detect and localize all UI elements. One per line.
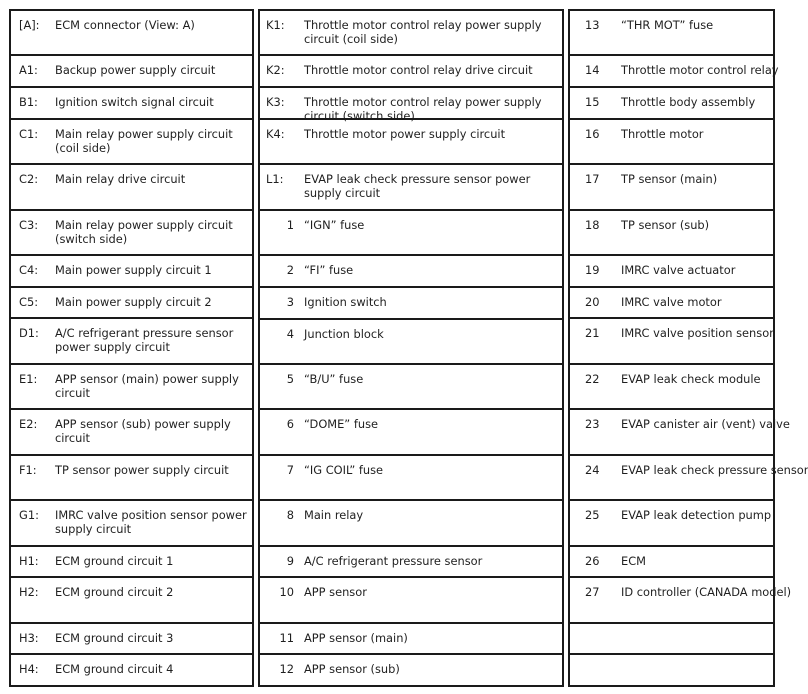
legend-row — [568, 653, 775, 687]
legend-code: H4: — [19, 662, 39, 677]
legend-row — [568, 317, 775, 364]
wiring-legend-table — [9, 9, 808, 685]
legend-row — [258, 408, 564, 455]
legend-code: C1: — [19, 126, 39, 141]
legend-row — [568, 622, 775, 656]
legend-column-circuits — [9, 9, 254, 685]
legend-code: 1 — [286, 217, 294, 232]
legend-description: ID controller (CANADA model) — [621, 585, 792, 600]
legend-code: 18 — [585, 217, 600, 232]
legend-description: Throttle motor power supply circuit — [304, 127, 506, 142]
legend-description: “FI” fuse — [304, 263, 354, 278]
legend-description: ECM ground circuit 2 — [55, 585, 174, 600]
legend-description: A/C refrigerant pressure sensor power supply circuit — [55, 326, 234, 355]
legend-row — [258, 454, 564, 501]
legend-row — [9, 363, 254, 410]
legend-description: Junction block — [304, 326, 384, 341]
legend-code: 24 — [585, 462, 600, 477]
legend-row — [258, 622, 564, 656]
legend-row — [568, 254, 775, 288]
legend-code: K4: — [266, 127, 285, 142]
legend-row — [568, 86, 775, 120]
legend-code: 10 — [279, 585, 294, 600]
legend-description: TP sensor (main) — [621, 172, 718, 187]
legend-description: EVAP leak check pressure sensor — [621, 462, 808, 477]
legend-row — [568, 408, 790, 455]
legend-row — [258, 118, 564, 165]
legend-code: 2 — [286, 263, 294, 278]
legend-code: C4: — [19, 263, 39, 278]
legend-row — [9, 408, 254, 455]
legend-row — [568, 363, 775, 410]
legend-code: E1: — [19, 371, 38, 386]
legend-row — [9, 653, 254, 687]
legend-code: K1: — [266, 18, 285, 32]
legend-code: 23 — [585, 417, 600, 432]
legend-description: IMRC valve motor — [621, 294, 722, 309]
legend-row — [258, 499, 564, 546]
legend-description: Throttle body assembly — [621, 95, 756, 110]
legend-description: EVAP leak check pressure sensor power supply circuit — [304, 172, 531, 201]
legend-row — [9, 317, 254, 364]
legend-row — [9, 163, 254, 210]
legend-description: Throttle motor control relay drive circuit — [304, 63, 533, 78]
legend-description: IMRC valve position sensor — [621, 326, 774, 341]
legend-code: E2: — [19, 417, 38, 432]
legend-description: Ignition switch signal circuit — [55, 95, 214, 110]
legend-description: Throttle motor control relay — [621, 63, 779, 78]
legend-description: ECM ground circuit 3 — [55, 630, 174, 645]
legend-code: 27 — [585, 585, 600, 600]
legend-code: 4 — [286, 326, 294, 341]
legend-code: A1: — [19, 63, 38, 78]
legend-row — [568, 576, 792, 623]
legend-code: G1: — [19, 508, 39, 523]
legend-row — [258, 163, 564, 210]
legend-code: B1: — [19, 95, 38, 110]
legend-row — [9, 86, 254, 120]
legend-row — [258, 286, 564, 320]
legend-code: F1: — [19, 462, 37, 477]
legend-description: Ignition switch — [304, 294, 387, 309]
legend-row — [568, 209, 775, 256]
legend-description: APP sensor (sub) power supply circuit — [55, 417, 231, 446]
legend-row — [258, 576, 564, 623]
legend-row — [258, 363, 564, 410]
legend-code: 16 — [585, 126, 600, 141]
legend-description: APP sensor (main) power supply circuit — [55, 371, 239, 400]
legend-row — [9, 54, 254, 88]
legend-code: 12 — [279, 662, 294, 677]
legend-code: 21 — [585, 326, 600, 341]
legend-row — [9, 545, 254, 579]
legend-row — [568, 9, 775, 56]
legend-row — [258, 545, 564, 579]
legend-code: 25 — [585, 508, 600, 523]
legend-description: Throttle motor control relay power supply circuit (switch side) — [304, 95, 542, 124]
legend-description: Main relay drive circuit — [55, 172, 186, 187]
legend-code: 14 — [585, 63, 600, 78]
legend-code: 8 — [286, 508, 294, 523]
legend-row — [568, 454, 808, 501]
legend-description: A/C refrigerant pressure sensor — [304, 553, 483, 568]
legend-code: 7 — [286, 462, 294, 477]
legend-code: 5 — [286, 372, 294, 387]
legend-description: “B/U” fuse — [304, 372, 364, 387]
legend-description: “IGN” fuse — [304, 217, 365, 232]
legend-row — [258, 86, 564, 124]
legend-code: 15 — [585, 95, 600, 110]
legend-description: APP sensor (main) — [304, 630, 408, 645]
legend-description: “IG COIL” fuse — [304, 462, 384, 477]
legend-code: 9 — [286, 553, 294, 568]
legend-column-relay-circuits-and-parts — [258, 9, 564, 685]
legend-row — [568, 54, 779, 88]
legend-description: EVAP canister air (vent) valve — [621, 417, 790, 432]
legend-description: ECM connector (View: A) — [55, 18, 195, 32]
legend-row — [568, 118, 775, 165]
legend-row — [9, 499, 254, 546]
legend-description: Backup power supply circuit — [55, 63, 216, 78]
legend-description: ECM ground circuit 4 — [55, 662, 174, 677]
legend-code: 22 — [585, 371, 600, 386]
legend-description: APP sensor — [304, 585, 367, 600]
legend-row — [258, 54, 564, 88]
legend-description: Main power supply circuit 1 — [55, 263, 212, 278]
legend-code: 3 — [286, 294, 294, 309]
legend-row — [258, 318, 564, 365]
legend-description: IMRC valve position sensor power supply circuit — [55, 508, 247, 537]
legend-description: APP sensor (sub) — [304, 662, 400, 677]
legend-code: 11 — [279, 630, 294, 645]
legend-description: Main relay power supply circuit (coil side) — [55, 126, 233, 155]
legend-code: H2: — [19, 585, 39, 600]
legend-row — [568, 286, 775, 320]
legend-code: 20 — [585, 294, 600, 309]
legend-row — [9, 454, 254, 501]
legend-code: 19 — [585, 263, 600, 278]
legend-description: “DOME” fuse — [304, 417, 379, 432]
legend-description: IMRC valve actuator — [621, 263, 736, 278]
legend-row — [568, 499, 775, 546]
legend-code: C3: — [19, 217, 39, 232]
legend-description: EVAP leak detection pump — [621, 508, 772, 523]
legend-column-components — [568, 9, 808, 685]
legend-code: D1: — [19, 326, 39, 341]
legend-description: ECM ground circuit 1 — [55, 553, 174, 568]
legend-description: EVAP leak check module — [621, 371, 761, 386]
legend-code: C5: — [19, 294, 39, 309]
legend-row — [9, 9, 254, 56]
legend-code: H1: — [19, 553, 39, 568]
legend-code: K2: — [266, 63, 285, 78]
legend-row — [9, 254, 254, 288]
legend-description: Main relay — [304, 508, 364, 523]
legend-code: C2: — [19, 172, 39, 187]
legend-row — [568, 545, 775, 579]
legend-description: Throttle motor — [621, 126, 704, 141]
legend-description: TP sensor power supply circuit — [55, 462, 229, 477]
legend-code: H3: — [19, 630, 39, 645]
legend-code: 13 — [585, 18, 600, 32]
legend-row — [9, 576, 254, 623]
legend-row — [9, 118, 254, 165]
legend-code: 26 — [585, 553, 600, 568]
legend-description: ECM — [621, 553, 646, 568]
legend-row — [568, 163, 775, 210]
legend-code: 6 — [286, 417, 294, 432]
legend-code: L1: — [266, 172, 284, 187]
legend-row — [258, 209, 564, 256]
legend-row — [258, 653, 564, 687]
legend-row — [9, 209, 254, 256]
legend-row — [9, 286, 254, 320]
legend-row — [258, 9, 564, 56]
legend-description: Main relay power supply circuit (switch side) — [55, 217, 233, 246]
legend-row — [9, 622, 254, 656]
legend-row — [258, 254, 564, 288]
legend-code: 17 — [585, 172, 600, 187]
legend-description: “THR MOT” fuse — [621, 18, 714, 32]
legend-code: K3: — [266, 95, 285, 110]
legend-description: Main power supply circuit 2 — [55, 294, 212, 309]
legend-description: TP sensor (sub) — [621, 217, 710, 232]
legend-description: Throttle motor control relay power supply circuit (coil side) — [304, 18, 542, 46]
legend-code: [A]: — [19, 18, 40, 32]
